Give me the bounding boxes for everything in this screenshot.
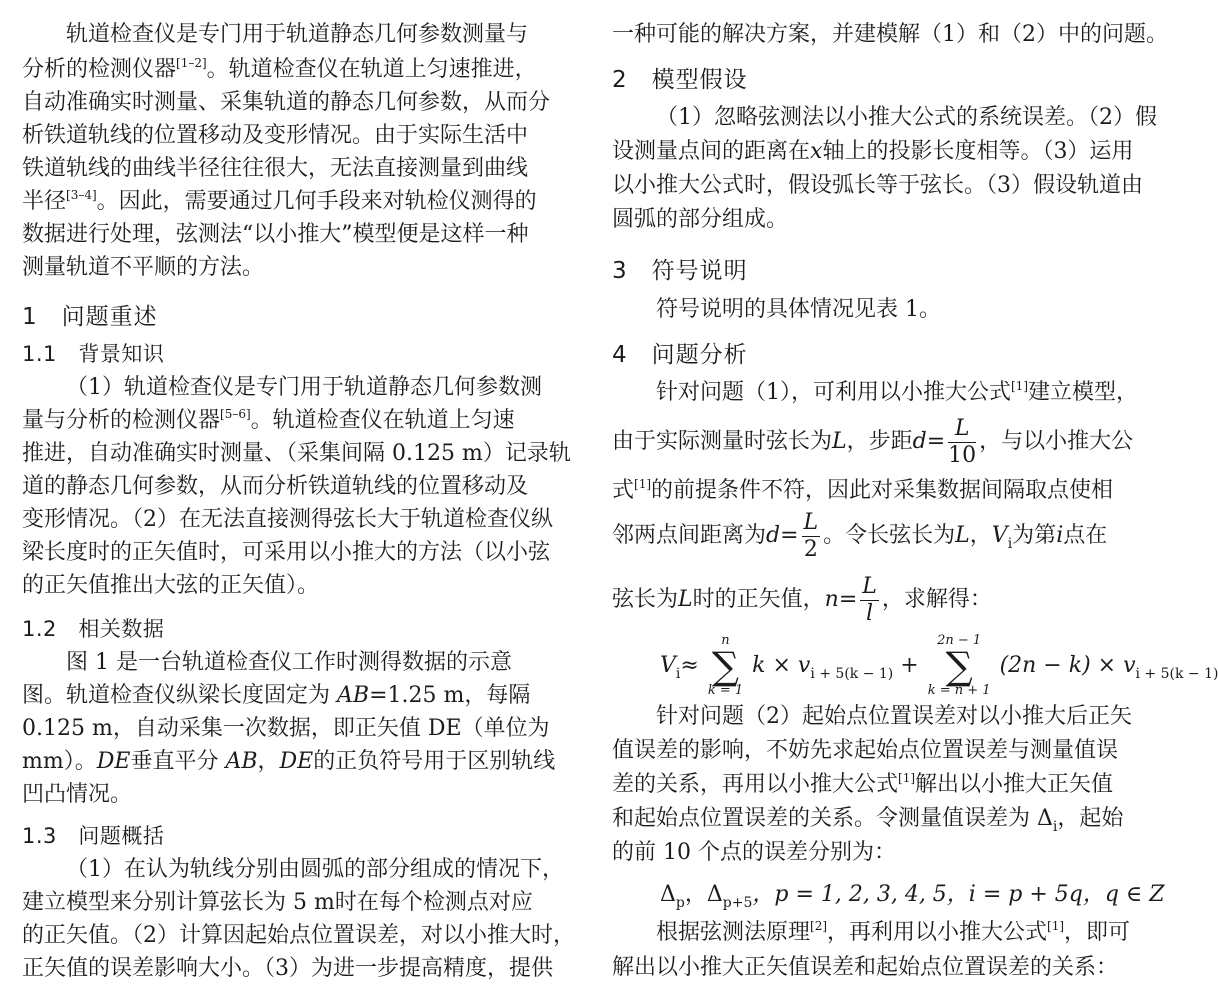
paragraph-line: 量与分析的检测仪器[5–6]。轨道检查仪在轨道上匀速: [22, 407, 515, 433]
paragraph-line: 邻两点间距离为d= $\frac{L}{2}$ 。令长弦长为L，$V_i$为第i点在: [612, 509, 1108, 562]
paragraph-line: 以小推大公式时，假设弧长等于弦长。（3）假设轨道由: [612, 173, 1143, 198]
paragraph-line: 正矢值的误差影响大小。（3）为进一步提高精度，提供: [22, 956, 553, 981]
paragraph-line: 建立模型来分别计算弦长为 5 m时在每个检测点对应: [22, 890, 533, 915]
paragraph-line: 一种可能的解决方案，并建模解（1）和（2）中的问题。: [612, 22, 1168, 47]
paragraph-line: 针对问题（1），可利用以小推大公式[1]建立模型，: [656, 379, 1139, 405]
paragraph-line: 针对问题（2）起始点位置误差对以小推大后正矢: [656, 704, 1132, 729]
paragraph-line: 的正矢值。（2）计算因起始点位置误差，对以小推大时，: [22, 923, 575, 948]
fraction: $\frac{L}{2}$: [803, 509, 819, 562]
paragraph-line: 半径[3–4]。因此，需要通过几何手段来对轨检仪测得的: [22, 188, 537, 214]
section-heading: 1 问题重述: [22, 304, 158, 330]
paragraph-line: 析铁道轨线的位置移动及变形情况。由于实际生活中: [22, 123, 529, 148]
paragraph-line: 0.125 m，自动采集一次数据，即正矢值 DE（单位为: [22, 716, 550, 741]
paragraph-line: （1）轨道检查仪是专门用于轨道静态几何参数测: [66, 375, 542, 400]
paragraph-line: 由于实际测量时弦长为L，步距d= $\frac{L}{10}$ ，与以小推大公: [612, 415, 1134, 468]
paragraph-line: 凹凸情况。: [22, 782, 133, 807]
summation-sign: n ∑ k = 1: [707, 633, 744, 698]
citation[interactable]: [3–4]: [66, 188, 97, 202]
paragraph-line: 根据弦测法原理[2]，再利用以小推大公式[1]，即可: [656, 919, 1131, 945]
fraction: $\frac{L}{10}$: [948, 415, 977, 468]
paragraph-line: 梁长度时的正矢值时，可采用以小推大的方法（以小弦: [22, 540, 551, 565]
paragraph-line: 弦长为L时的正矢值，n= $\frac{L}{l}$ ，求解得：: [612, 573, 992, 626]
paragraph-line: 式[1]的前提条件不符，因此对采集数据间隔取点使相: [612, 477, 1114, 503]
section-heading: 3 符号说明: [612, 258, 748, 284]
section-heading: 2 模型假设: [612, 67, 748, 93]
paragraph-line: （1）在认为轨线分别由圆弧的部分组成的情况下，: [66, 857, 564, 882]
paragraph-line: 道的静态几何参数，从而分析铁道轨线的位置移动及: [22, 474, 529, 499]
fraction: $\frac{L}{l}$: [862, 573, 877, 626]
summation-sign: 2n − 1 ∑ k = n + 1: [927, 633, 991, 698]
paragraph-line: 铁道轨线的曲线半径往往很大，无法直接测量到曲线: [22, 156, 529, 181]
citation[interactable]: [1]: [898, 771, 916, 785]
section-heading: 4 问题分析: [612, 342, 748, 368]
paragraph-line: 值误差的影响，不妨先求起始点位置误差与测量值误: [612, 738, 1119, 763]
paragraph-line: 的前 10 个点的误差分别为：: [612, 840, 896, 865]
paragraph-line: 图 1 是一台轨道检查仪工作时测得数据的示意: [66, 650, 512, 675]
citation[interactable]: [1]: [1011, 379, 1028, 393]
citation[interactable]: [1]: [634, 477, 652, 491]
paragraph-line: 圆弧的部分组成。: [612, 207, 789, 232]
paragraph-line: 自动准确实时测量、采集轨道的静态几何参数，从而分: [22, 90, 551, 115]
subsection-heading: 1.3 问题概括: [22, 824, 165, 848]
paragraph-line: 和起始点位置误差的关系。令测量值误差为 $\Delta_i$，起始: [612, 806, 1124, 835]
citation[interactable]: [1]: [1047, 919, 1065, 933]
paragraph-line: 数据进行处理，弦测法“以小推大”模型便是这样一种: [22, 222, 529, 247]
paragraph-line: （1）忽略弦测法以小推大公式的系统误差。（2）假: [656, 105, 1157, 130]
subsection-heading: 1.2 相关数据: [22, 617, 165, 641]
citation[interactable]: [2]: [810, 919, 828, 933]
summation-formula: $V_i\approx$ n ∑ k = 1 $k \times v_{i + 5(k - 1)}$ + 2n − 1 ∑ k = n + 1 $(2n - k) \times v_{i + 5(k - 1)}$: [660, 633, 1218, 698]
paragraph-line: 设测量点间的距离在x轴上的投影长度相等。（3）运用: [612, 139, 1134, 164]
paragraph-line: 测量轨道不平顺的方法。: [22, 255, 265, 280]
subsection-heading: 1.1 背景知识: [22, 342, 165, 366]
paragraph-line: 符号说明的具体情况见表 1。: [656, 297, 941, 322]
paragraph-line: 解出以小推大正矢值误差和起始点位置误差的关系：: [612, 955, 1119, 980]
paragraph-line: 轨道检查仪是专门用于轨道静态几何参数测量与: [66, 22, 529, 47]
delta-formula: $\Delta_p$，$\Delta_{p+5}$，p = 1, 2, 3, 4, 5，i = p + 5q，q ∈ Z: [660, 882, 1165, 911]
paragraph-line: 推进，自动准确实时测量、（采集间隔 0.125 m）记录轨: [22, 441, 571, 466]
paragraph-line: 变形情况。（2）在无法直接测得弦长大于轨道检查仪纵: [22, 507, 553, 532]
paragraph-line: mm）。DE垂直平分 AB，DE的正负符号用于区别轨线: [22, 749, 556, 774]
paragraph-line: 差的关系，再用以小推大公式[1]解出以小推大正矢值: [612, 771, 1114, 797]
paragraph-line: 的正矢值推出大弦的正矢值）。: [22, 573, 320, 598]
citation[interactable]: [1–2]: [176, 56, 207, 70]
paragraph-line: 分析的检测仪器[1–2]。轨道检查仪在轨道上匀速推进，: [22, 56, 537, 82]
citation[interactable]: [5–6]: [220, 407, 251, 421]
paragraph-line: 图。轨道检查仪纵梁长度固定为 AB=1.25 m，每隔: [22, 683, 531, 708]
